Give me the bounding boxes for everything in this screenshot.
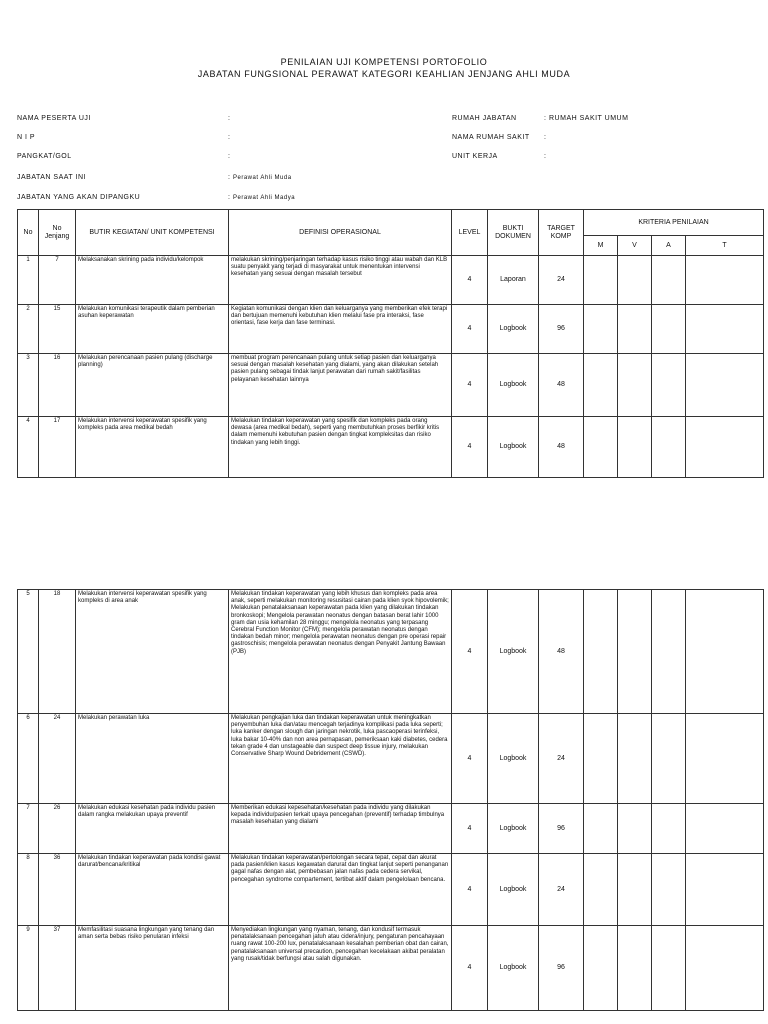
cell-m[interactable]	[584, 590, 618, 714]
label-jabatan-saat-ini: JABATAN SAAT INI	[17, 174, 86, 181]
header-kriteria: KRITERIA PENILAIAN	[584, 210, 764, 236]
header-target: TARGET KOMP	[539, 210, 584, 256]
cell-level: 4	[452, 417, 488, 478]
cell-m[interactable]	[584, 417, 618, 478]
cell-no: 7	[18, 804, 39, 854]
cell-level: 4	[452, 305, 488, 354]
cell-definisi: Memberikan edukasi kepesehatan/kesehatan pada individu yang dilakukan kepada individu/pasien terkait upaya pencegahan (preventif) terhadap timbulnya masalah kesehatan yang dialami	[229, 804, 452, 854]
cell-t[interactable]	[686, 256, 764, 305]
cell-t[interactable]	[686, 804, 764, 854]
value-jabatan-saat-ini: Perawat Ahli Muda	[233, 175, 292, 181]
cell-m[interactable]	[584, 305, 618, 354]
cell-butir: Melakukan intervensi keperawatan spesifik yang kompleks pada area medikal bedah	[76, 417, 229, 478]
cell-level: 4	[452, 590, 488, 714]
cell-no: 6	[18, 714, 39, 804]
table-row	[18, 714, 764, 804]
table-row	[18, 417, 764, 478]
cell-butir: Melakukan perawatan luka	[76, 714, 229, 804]
cell-a[interactable]	[652, 417, 686, 478]
cell-bukti: Logbook	[488, 926, 539, 1011]
cell-jenjang: 26	[39, 804, 76, 854]
header-m: M	[584, 236, 618, 256]
cell-t[interactable]	[686, 590, 764, 714]
label-pangkat: PANGKAT/GOL	[17, 153, 72, 160]
cell-v[interactable]	[618, 714, 652, 804]
cell-no: 8	[18, 854, 39, 926]
cell-level: 4	[452, 804, 488, 854]
cell-no: 4	[18, 417, 39, 478]
table-row	[18, 804, 764, 854]
label-nama-peserta: NAMA PESERTA UJI	[17, 115, 91, 122]
cell-t[interactable]	[686, 926, 764, 1011]
value-rumah-jabatan: RUMAH SAKIT UMUM	[549, 115, 629, 122]
cell-jenjang: 17	[39, 417, 76, 478]
label-nama-rumah-sakit: NAMA RUMAH SAKIT	[452, 134, 530, 141]
cell-no: 3	[18, 354, 39, 417]
cell-v[interactable]	[618, 590, 652, 714]
cell-level: 4	[452, 354, 488, 417]
cell-jenjang: 24	[39, 714, 76, 804]
cell-no: 5	[18, 590, 39, 714]
cell-a[interactable]	[652, 256, 686, 305]
cell-butir: Melakukan edukasi kesehatan pada individu pasien dalam rangka melakukan upaya preventif	[76, 804, 229, 854]
cell-m[interactable]	[584, 926, 618, 1011]
cell-target: 96	[539, 926, 584, 1011]
cell-m[interactable]	[584, 354, 618, 417]
cell-bukti: Logbook	[488, 854, 539, 926]
doc-title-line2: JABATAN FUNGSIONAL PERAWAT KATEGORI KEAHLIAN JENJANG AHLI MUDA	[197, 69, 571, 79]
cell-t[interactable]	[686, 417, 764, 478]
cell-jenjang: 37	[39, 926, 76, 1011]
header-no-jenjang: No Jenjang	[39, 210, 76, 256]
header-no: No	[18, 210, 39, 256]
cell-t[interactable]	[686, 305, 764, 354]
cell-target: 48	[539, 590, 584, 714]
cell-v[interactable]	[618, 417, 652, 478]
cell-no: 2	[18, 305, 39, 354]
header-definisi: DEFINISI OPERASIONAL	[229, 210, 452, 256]
header-level: LEVEL	[452, 210, 488, 256]
cell-m[interactable]	[584, 256, 618, 305]
cell-definisi: melakukan skrining/penjaringan terhadap kasus risiko tinggi atau wabah dan KLB suatu penyakit yang terjadi di masyarakat untuk menentukan intervensi kesehatan yang sesuai dengan masalah tersebut	[229, 256, 452, 305]
cell-a[interactable]	[652, 354, 686, 417]
cell-bukti: Logbook	[488, 804, 539, 854]
cell-t[interactable]	[686, 854, 764, 926]
header-butir: BUTIR KEGIATAN/ UNIT KOMPETENSI	[76, 210, 229, 256]
cell-v[interactable]	[618, 854, 652, 926]
cell-a[interactable]	[652, 714, 686, 804]
cell-target: 24	[539, 256, 584, 305]
cell-definisi: Melakukan pengkajian luka dan tindakan keperawatan untuk meningkatkan penyembuhan luka dan/atau mencegah terjadinya komplikasi pada luka seperti; luka kanker dengan slough dan jaringan nekrotik, luka pascaoperasi terinfeksi, luka bakar 10-40% dan non area pernapasan, pemeriksaan kaki diabetes, cedera tekan grade 4 dan unstageable dan suspect deep tissue injury, melakukan Conservative Sharp Wound Debridement (CSWD).	[229, 714, 452, 804]
assessment-table-2	[17, 589, 764, 1011]
cell-a[interactable]	[652, 854, 686, 926]
cell-butir: Melakukan perencanaan pasien pulang (discharge planning)	[76, 354, 229, 417]
cell-m[interactable]	[584, 714, 618, 804]
cell-bukti: Logbook	[488, 305, 539, 354]
cell-butir: Melakukan tindakan keperawatan pada kondisi gawat darurat/bencana/kritikal	[76, 854, 229, 926]
cell-butir: Melakukan intervensi keperawatan spesifik yang kompleks di area anak	[76, 590, 229, 714]
cell-v[interactable]	[618, 305, 652, 354]
cell-bukti: Logbook	[488, 590, 539, 714]
sep-nama-rumah-sakit: :	[544, 134, 547, 141]
cell-bukti: Laporan	[488, 256, 539, 305]
cell-jenjang: 16	[39, 354, 76, 417]
cell-target: 24	[539, 854, 584, 926]
value-jabatan-dipangku: Perawat Ahli Madya	[233, 195, 296, 201]
cell-a[interactable]	[652, 305, 686, 354]
cell-m[interactable]	[584, 804, 618, 854]
sep-nama-peserta: :	[228, 115, 231, 122]
cell-butir: Melakukan komunikasi terapeutik dalam pemberian asuhan keperawatan	[76, 305, 229, 354]
label-jabatan-dipangku: JABATAN YANG AKAN DIPANGKU	[17, 194, 141, 201]
cell-target: 24	[539, 714, 584, 804]
table-row	[18, 926, 764, 1011]
cell-level: 4	[452, 256, 488, 305]
header-t: T	[686, 236, 764, 256]
cell-butir: Memfasilitasi suasana lingkungan yang tenang dan aman serta bebas risiko penularan infeksi	[76, 926, 229, 1011]
cell-jenjang: 7	[39, 256, 76, 305]
cell-a[interactable]	[652, 590, 686, 714]
sep-pangkat: :	[228, 153, 231, 160]
cell-no: 9	[18, 926, 39, 1011]
cell-a[interactable]	[652, 804, 686, 854]
header-bukti: BUKTI DOKUMEN	[488, 210, 539, 256]
cell-target: 96	[539, 804, 584, 854]
cell-definisi: Melakukan tindakan keperawatan yang lebih khusus dan kompleks pada area anak, seperti melakukan monitoring resusitasi cairan pada klien syok hipovolemik; Melakukan penatalaksanaan keperawatan pada klien yang dilakukan tindakan bronkoskopi; Mengelola perawatan neonatus dengan batasan berat lahir 1000 gram dan usia kehamilan 28 minggu; mengelola neonatus yang terpasang Cerebral Function Monitor (CFM); mengelola perawatan neonatus dengan tindakan bedah minor; mengelola perawatan neonatus dengan pre operasi repair gastroschisis; mengelola perawatan neonatus dengan Penyakit Jantung Bawaan (PJB)	[229, 590, 452, 714]
cell-m[interactable]	[584, 854, 618, 926]
cell-level: 4	[452, 854, 488, 926]
table-row	[18, 590, 764, 714]
doc-title-line1: PENILAIAN UJI KOMPETENSI PORTOFOLIO	[280, 57, 488, 67]
cell-target: 96	[539, 305, 584, 354]
cell-v[interactable]	[618, 926, 652, 1011]
sep-nip: :	[228, 134, 231, 141]
cell-butir: Melaksanakan skrining pada individu/kelompok	[76, 256, 229, 305]
cell-definisi: membuat program perencanaan pulang untuk setiap pasien dan keluarganya sesuai dengan masalah kesehatan yang dialami, yang akan dilakukan setelah pasien pulang sebagai tindak lanjut perawatan dari rumah sakit/fasilitas pelayanan kesehatan lainnya	[229, 354, 452, 417]
sep-jabatan-saat-ini: :	[228, 174, 231, 181]
cell-definisi: Menyediakan lingkungan yang nyaman, tenang, dan kondusif termasuk penatalaksanaan pencegahan jatuh atau cidera/injury, pengaturan pencahayaan ruang rawat 100-200 lux, penatalaksanaan kesalahan pemberian obat dan cairan, penatalaksanaan universal precaution, pencegahan kecelakaan akibat peralatan yang rusak/tidak berfungsi atau salah digunakan.	[229, 926, 452, 1011]
cell-target: 48	[539, 354, 584, 417]
cell-level: 4	[452, 926, 488, 1011]
cell-definisi: Melakukan tindakan keperawatan yang spesifik dan kompleks pada orang dewasa (area medikal bedah), seperti yang membutuhkan proses berfikir kritis dalam memenuhi kebutuhan pasien dengan tingkat kompleksitas dan risiko tindakan yang lebih tinggi.	[229, 417, 452, 478]
label-nip: N I P	[17, 134, 36, 141]
table-row	[18, 354, 764, 417]
cell-bukti: Logbook	[488, 354, 539, 417]
cell-jenjang: 15	[39, 305, 76, 354]
cell-t[interactable]	[686, 714, 764, 804]
table-row	[18, 305, 764, 354]
sep-unit-kerja: :	[544, 153, 547, 160]
table-row	[18, 854, 764, 926]
label-unit-kerja: UNIT KERJA	[452, 153, 498, 160]
label-rumah-jabatan: RUMAH JABATAN	[452, 115, 517, 122]
cell-v[interactable]	[618, 256, 652, 305]
cell-no: 1	[18, 256, 39, 305]
cell-level: 4	[452, 714, 488, 804]
header-v: V	[618, 236, 652, 256]
cell-definisi: Melakukan tindakan keperawatan/pertolongan secara tepat, cepat dan akurat pada pasien/klien kasus kegawatan darurat dan tingkat lanjut seperti penanganan gagal nafas dengan alat, pembebasan jalan nafas pada cedera servikal, pencegahan syndrome compartement, tertibat aktif dalam pengelolaan bencana.	[229, 854, 452, 926]
cell-v[interactable]	[618, 354, 652, 417]
cell-target: 48	[539, 417, 584, 478]
cell-a[interactable]	[652, 926, 686, 1011]
cell-t[interactable]	[686, 354, 764, 417]
sep-rumah-jabatan: :	[544, 115, 547, 122]
cell-v[interactable]	[618, 804, 652, 854]
header-a: A	[652, 236, 686, 256]
assessment-table-1	[17, 209, 764, 478]
cell-jenjang: 36	[39, 854, 76, 926]
cell-bukti: Logbook	[488, 714, 539, 804]
sep-jabatan-dipangku: :	[228, 194, 231, 201]
table-row	[18, 256, 764, 305]
cell-definisi: Kegiatan komunikasi dengan klien dan keluarganya yang memberikan efek terapi dan bertujuan memenuhi kebutuhan klien melalui fase pra interaksi, fase orientasi, fase kerja dan fase terminasi.	[229, 305, 452, 354]
cell-bukti: Logbook	[488, 417, 539, 478]
cell-jenjang: 18	[39, 590, 76, 714]
